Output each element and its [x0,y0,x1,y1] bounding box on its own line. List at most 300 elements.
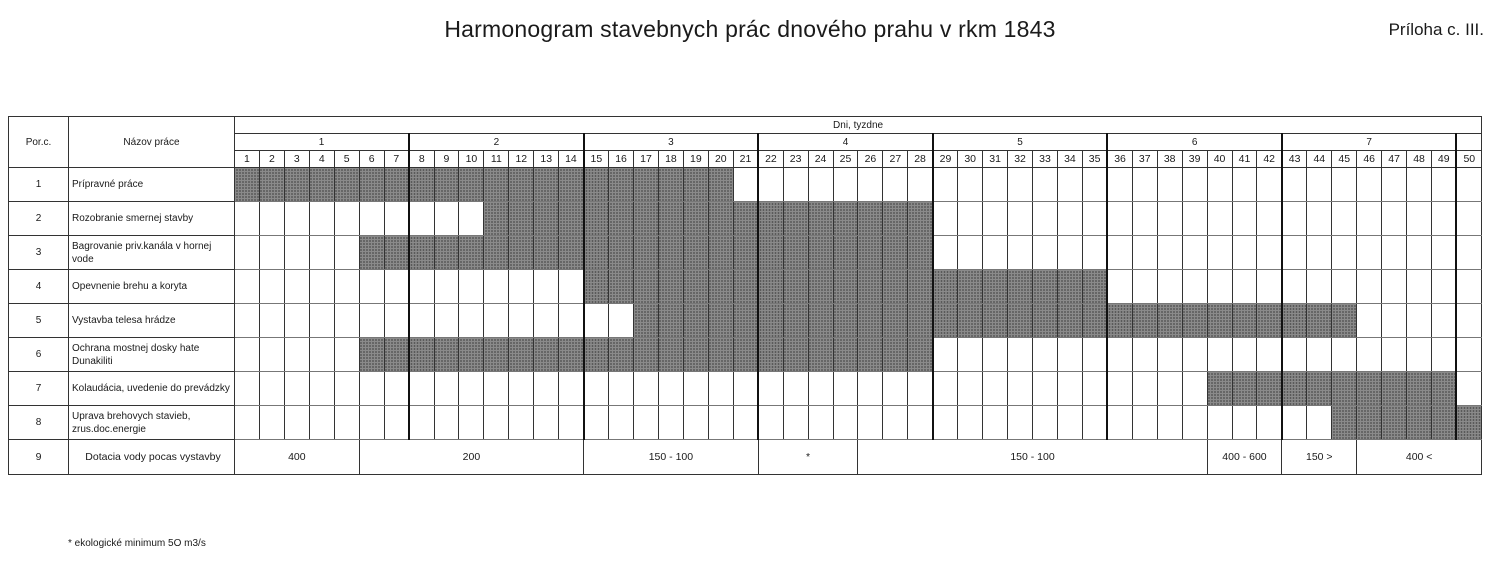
schedule-bar-cell [634,304,659,338]
week-header: 3 [584,134,759,151]
day-header: 17 [634,151,659,168]
schedule-empty-cell [259,304,284,338]
schedule-empty-cell [1382,338,1407,372]
schedule-bar-cell [1407,406,1432,440]
schedule-empty-cell [484,270,509,304]
schedule-bar-cell [858,202,883,236]
schedule-empty-cell [858,406,883,440]
schedule-empty-cell [833,372,858,406]
day-header: 45 [1332,151,1357,168]
day-header: 25 [833,151,858,168]
day-header: 5 [334,151,359,168]
schedule-empty-cell [584,372,609,406]
schedule-empty-cell [259,406,284,440]
schedule-bar-cell [833,270,858,304]
schedule-empty-cell [758,372,783,406]
schedule-empty-cell [1357,202,1382,236]
schedule-bar-cell [459,168,484,202]
schedule-empty-cell [733,406,758,440]
schedule-bar-cell [783,236,808,270]
schedule-bar-cell [683,236,708,270]
week-header: 7 [1282,134,1457,151]
schedule-bar-cell [1132,304,1157,338]
schedule-empty-cell [259,270,284,304]
schedule-bar-cell [609,202,634,236]
schedule-empty-cell [1033,338,1058,372]
schedule-bar-cell [808,304,833,338]
schedule-bar-cell [733,236,758,270]
schedule-bar-cell [883,304,908,338]
schedule-empty-cell [883,406,908,440]
water-supply-value: 150 - 100 [584,440,759,475]
task-name: Ochrana mostnej dosky hate Dunakiliti [69,338,235,372]
schedule-empty-cell [733,168,758,202]
schedule-empty-cell [933,202,958,236]
schedule-empty-cell [284,406,309,440]
schedule-empty-cell [1132,202,1157,236]
page-title: Harmonogram stavebnych prác dnového prahu v rkm 1843 [444,16,1056,42]
schedule-bar-cell [634,338,659,372]
schedule-empty-cell [434,202,459,236]
schedule-empty-cell [584,406,609,440]
schedule-empty-cell [359,202,384,236]
schedule-bar-cell [609,236,634,270]
schedule-bar-cell [908,338,933,372]
schedule-bar-cell [634,270,659,304]
schedule-bar-cell [609,168,634,202]
schedule-empty-cell [1232,168,1257,202]
schedule-bar-cell [484,236,509,270]
schedule-bar-cell [584,168,609,202]
schedule-bar-cell [833,338,858,372]
schedule-empty-cell [1282,168,1307,202]
schedule-bar-cell [1033,304,1058,338]
schedule-empty-cell [509,372,534,406]
schedule-empty-cell [359,406,384,440]
schedule-bar-cell [1432,406,1457,440]
schedule-empty-cell [1207,270,1232,304]
schedule-bar-cell [384,236,409,270]
schedule-bar-cell [1082,270,1107,304]
schedule-empty-cell [459,406,484,440]
schedule-bar-cell [334,168,359,202]
day-header: 19 [683,151,708,168]
schedule-empty-cell [683,372,708,406]
schedule-empty-cell [1207,168,1232,202]
schedule-bar-cell [833,304,858,338]
schedule-bar-cell [559,236,584,270]
schedule-empty-cell [1382,236,1407,270]
task-row [9,372,1482,406]
schedule-bar-cell [658,168,683,202]
schedule-empty-cell [883,372,908,406]
schedule-bar-cell [758,236,783,270]
schedule-empty-cell [1132,338,1157,372]
task-number: 3 [9,236,69,270]
schedule-bar-cell [1332,372,1357,406]
schedule-empty-cell [983,202,1008,236]
schedule-empty-cell [235,372,260,406]
schedule-bar-cell [958,304,983,338]
schedule-bar-cell [708,202,733,236]
schedule-bar-cell [783,202,808,236]
schedule-empty-cell [284,372,309,406]
schedule-empty-cell [459,202,484,236]
schedule-bar-cell [808,338,833,372]
schedule-bar-cell [733,202,758,236]
schedule-empty-cell [259,372,284,406]
schedule-bar-cell [958,270,983,304]
day-header: 43 [1282,151,1307,168]
schedule-empty-cell [1107,372,1132,406]
schedule-empty-cell [1107,270,1132,304]
schedule-empty-cell [1232,338,1257,372]
schedule-empty-cell [1456,304,1481,338]
schedule-empty-cell [1157,202,1182,236]
week-header: 6 [1107,134,1282,151]
schedule-empty-cell [1232,236,1257,270]
schedule-empty-cell [1057,406,1082,440]
schedule-empty-cell [1257,406,1282,440]
schedule-empty-cell [983,406,1008,440]
day-header: 18 [658,151,683,168]
schedule-bar-cell [1432,372,1457,406]
day-header: 12 [509,151,534,168]
schedule-bar-cell [858,270,883,304]
schedule-empty-cell [1207,202,1232,236]
day-header: 26 [858,151,883,168]
schedule-bar-cell [434,168,459,202]
day-header: 20 [708,151,733,168]
schedule-bar-cell [758,338,783,372]
col-header-name: Názov práce [69,117,235,168]
schedule-empty-cell [1033,406,1058,440]
schedule-empty-cell [1257,236,1282,270]
schedule-empty-cell [1357,168,1382,202]
schedule-bar-cell [484,338,509,372]
schedule-empty-cell [1057,202,1082,236]
water-supply-value: 400 - 600 [1207,440,1282,475]
day-header: 6 [359,151,384,168]
schedule-bar-cell [235,168,260,202]
schedule-bar-cell [808,236,833,270]
schedule-empty-cell [1407,236,1432,270]
water-supply-value: 400 [235,440,360,475]
day-header: 33 [1033,151,1058,168]
schedule-bar-cell [534,168,559,202]
schedule-empty-cell [334,236,359,270]
schedule-bar-cell [1207,304,1232,338]
schedule-bar-cell [658,202,683,236]
day-header: 2 [259,151,284,168]
schedule-empty-cell [235,406,260,440]
water-supply-value: 400 < [1357,440,1482,475]
schedule-bar-cell [933,270,958,304]
task-number: 2 [9,202,69,236]
schedule-bar-cell [609,338,634,372]
day-header: 31 [983,151,1008,168]
schedule-bar-cell [1357,372,1382,406]
schedule-empty-cell [1432,338,1457,372]
schedule-empty-cell [459,372,484,406]
schedule-empty-cell [658,372,683,406]
schedule-empty-cell [284,270,309,304]
schedule-empty-cell [1407,304,1432,338]
schedule-empty-cell [1033,202,1058,236]
schedule-bar-cell [708,304,733,338]
schedule-bar-cell [708,168,733,202]
day-header: 41 [1232,151,1257,168]
schedule-empty-cell [434,304,459,338]
schedule-empty-cell [459,270,484,304]
schedule-empty-cell [1382,202,1407,236]
schedule-empty-cell [1357,338,1382,372]
schedule-bar-cell [733,304,758,338]
schedule-empty-cell [1207,338,1232,372]
schedule-bar-cell [1257,372,1282,406]
task-number: 6 [9,338,69,372]
schedule-empty-cell [1307,270,1332,304]
schedule-empty-cell [284,338,309,372]
schedule-empty-cell [259,202,284,236]
schedule-bar-cell [559,202,584,236]
schedule-empty-cell [1082,406,1107,440]
schedule-empty-cell [1008,338,1033,372]
schedule-bar-cell [384,338,409,372]
day-header: 16 [609,151,634,168]
schedule-empty-cell [708,406,733,440]
schedule-empty-cell [1107,202,1132,236]
schedule-bar-cell [708,338,733,372]
schedule-bar-cell [309,168,334,202]
schedule-empty-cell [1157,270,1182,304]
schedule-empty-cell [259,338,284,372]
schedule-empty-cell [783,372,808,406]
schedule-empty-cell [1432,304,1457,338]
water-supply-row [9,440,1482,475]
schedule-empty-cell [958,372,983,406]
schedule-empty-cell [1407,168,1432,202]
schedule-empty-cell [1407,202,1432,236]
schedule-empty-cell [1082,338,1107,372]
day-header: 11 [484,151,509,168]
schedule-bar-cell [708,270,733,304]
schedule-empty-cell [1307,338,1332,372]
schedule-empty-cell [908,406,933,440]
schedule-bar-cell [683,270,708,304]
schedule-bar-cell [634,202,659,236]
schedule-bar-cell [858,304,883,338]
schedule-empty-cell [309,270,334,304]
schedule-empty-cell [309,338,334,372]
schedule-bar-cell [683,202,708,236]
schedule-bar-cell [783,304,808,338]
schedule-empty-cell [1057,338,1082,372]
schedule-empty-cell [1132,406,1157,440]
schedule-empty-cell [808,372,833,406]
schedule-empty-cell [459,304,484,338]
schedule-empty-cell [1357,304,1382,338]
schedule-empty-cell [1182,338,1207,372]
schedule-bar-cell [359,168,384,202]
schedule-bar-cell [1282,372,1307,406]
schedule-empty-cell [1432,270,1457,304]
schedule-bar-cell [1332,406,1357,440]
schedule-empty-cell [1282,406,1307,440]
schedule-empty-cell [534,406,559,440]
schedule-bar-cell [484,202,509,236]
schedule-bar-cell [634,236,659,270]
schedule-empty-cell [609,406,634,440]
schedule-empty-cell [933,372,958,406]
schedule-empty-cell [509,304,534,338]
footnote: * ekologické minimum 5O m3/s [68,538,206,549]
schedule-empty-cell [309,202,334,236]
schedule-bar-cell [1008,270,1033,304]
schedule-bar-cell [434,236,459,270]
schedule-bar-cell [708,236,733,270]
schedule-bar-cell [883,236,908,270]
schedule-empty-cell [434,406,459,440]
schedule-empty-cell [634,372,659,406]
schedule-empty-cell [1257,168,1282,202]
task-number: 8 [9,406,69,440]
schedule-bar-cell [883,338,908,372]
schedule-empty-cell [833,406,858,440]
schedule-bar-cell [758,202,783,236]
schedule-bar-cell [634,168,659,202]
schedule-empty-cell [559,372,584,406]
day-header: 28 [908,151,933,168]
day-header: 49 [1432,151,1457,168]
schedule-empty-cell [958,168,983,202]
day-header: 24 [808,151,833,168]
schedule-empty-cell [584,304,609,338]
day-header: 30 [958,151,983,168]
schedule-empty-cell [359,304,384,338]
schedule-empty-cell [958,338,983,372]
schedule-bar-cell [658,270,683,304]
schedule-bar-cell [284,168,309,202]
schedule-empty-cell [484,372,509,406]
schedule-bar-cell [783,270,808,304]
schedule-empty-cell [334,202,359,236]
schedule-bar-cell [409,168,434,202]
schedule-bar-cell [1307,372,1332,406]
schedule-empty-cell [334,406,359,440]
schedule-empty-cell [309,406,334,440]
schedule-bar-cell [1456,406,1481,440]
schedule-bar-cell [1382,406,1407,440]
schedule-bar-cell [1232,372,1257,406]
schedule-bar-cell [484,168,509,202]
schedule-empty-cell [1307,168,1332,202]
schedule-empty-cell [1033,168,1058,202]
day-header: 37 [1132,151,1157,168]
schedule-empty-cell [958,406,983,440]
schedule-empty-cell [1257,338,1282,372]
schedule-empty-cell [1132,168,1157,202]
schedule-empty-cell [933,168,958,202]
schedule-bar-cell [509,236,534,270]
schedule-bar-cell [459,338,484,372]
schedule-empty-cell [983,236,1008,270]
schedule-empty-cell [484,304,509,338]
schedule-bar-cell [584,338,609,372]
schedule-empty-cell [858,168,883,202]
schedule-bar-cell [833,236,858,270]
schedule-empty-cell [958,202,983,236]
schedule-bar-cell [758,304,783,338]
schedule-empty-cell [1232,270,1257,304]
schedule-empty-cell [1307,236,1332,270]
schedule-empty-cell [284,304,309,338]
schedule-bar-cell [683,304,708,338]
schedule-empty-cell [384,202,409,236]
schedule-bar-cell [609,270,634,304]
schedule-empty-cell [1107,168,1132,202]
schedule-empty-cell [1157,372,1182,406]
schedule-empty-cell [534,304,559,338]
schedule-empty-cell [1182,168,1207,202]
schedule-empty-cell [1382,168,1407,202]
appendix-label: Príloha c. III. [1388,20,1484,39]
schedule-empty-cell [384,304,409,338]
task-row [9,270,1482,304]
schedule-bar-cell [1107,304,1132,338]
schedule-bar-cell [908,304,933,338]
schedule-bar-cell [883,202,908,236]
schedule-empty-cell [334,338,359,372]
task-number: 9 [9,440,69,475]
day-header: 32 [1008,151,1033,168]
schedule-bar-cell [534,202,559,236]
water-supply-value: 200 [359,440,583,475]
schedule-empty-cell [1157,168,1182,202]
task-name: Prípravné práce [69,168,235,202]
schedule-bar-cell [1232,304,1257,338]
schedule-bar-cell [808,202,833,236]
schedule-empty-cell [758,168,783,202]
schedule-empty-cell [758,406,783,440]
schedule-empty-cell [1282,202,1307,236]
schedule-bar-cell [783,338,808,372]
schedule-bar-cell [658,236,683,270]
schedule-bar-cell [658,304,683,338]
week-header: 4 [758,134,933,151]
schedule-bar-cell [359,236,384,270]
schedule-empty-cell [1033,236,1058,270]
day-header: 22 [758,151,783,168]
schedule-bar-cell [1057,270,1082,304]
schedule-empty-cell [1332,270,1357,304]
schedule-empty-cell [933,406,958,440]
week-header: 1 [235,134,410,151]
schedule-empty-cell [1332,236,1357,270]
task-name: Rozobranie smernej stavby [69,202,235,236]
schedule-empty-cell [983,338,1008,372]
schedule-bar-cell [1257,304,1282,338]
task-name: Dotacia vody pocas vystavby [69,440,235,475]
water-supply-value: 150 > [1282,440,1357,475]
schedule-bar-cell [983,304,1008,338]
schedule-bar-cell [534,236,559,270]
day-header: 34 [1057,151,1082,168]
schedule-empty-cell [1132,236,1157,270]
task-name: Vystavba telesa hrádze [69,304,235,338]
schedule-bar-cell [658,338,683,372]
schedule-empty-cell [1232,406,1257,440]
